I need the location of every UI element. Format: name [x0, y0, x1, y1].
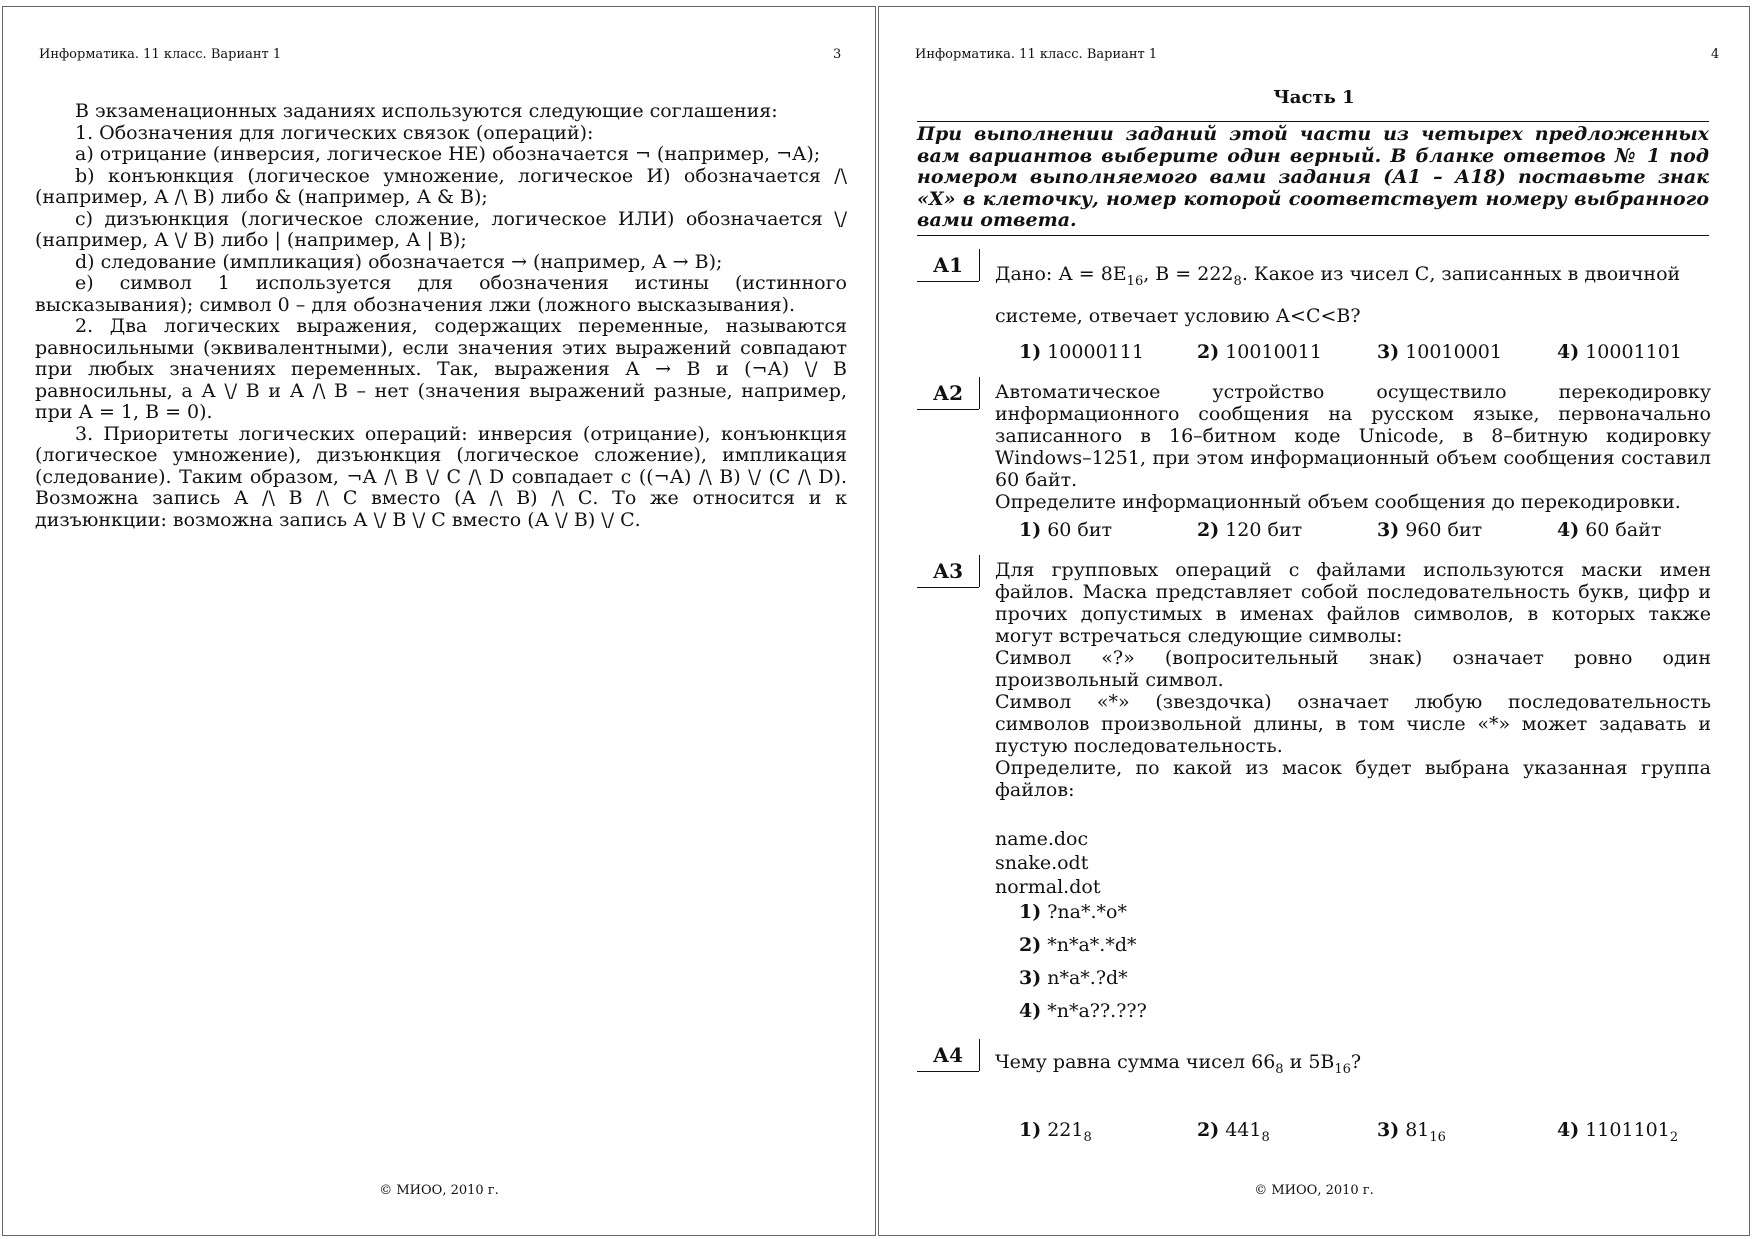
paragraph: e) символ 1 используется для обозначения истины (истинного высказывания); символ 0 – для обозначения лжи (ложного высказывания).: [35, 272, 847, 316]
file-name: normal.dot: [995, 876, 1101, 898]
question-text-a2: Автоматическое устройство осуществило перекодировку информационного сообщения на русском языке, первоначально записанного в 16–битном коде Unicode, в 8–битную кодировку Windows–1251, при этом информационный объем сообщения составил 60 байт. Определите информационный объем сообщения до перекодировки.: [995, 381, 1711, 513]
page-header: Информатика. 11 класс. Вариант 1: [39, 47, 282, 62]
question-label-a2: А2: [917, 381, 979, 410]
instructions: При выполнении заданий этой части из четырех предложенных вам вариантов выберите один верный. В бланке ответов № 1 под номером выполняемого вами задания (А1 – А18) поставьте знак «Х» в клеточку, номер которой соответствует номеру выбранного вами ответа.: [917, 121, 1709, 236]
answer-option[interactable]: 2) *n*a*.*d*: [1019, 934, 1137, 956]
question-text-a1: Дано: $А = 8Е_{16}$, $В = 222_8$. Какое из чисел С, записанных в двоичной: [995, 263, 1681, 289]
answer-option[interactable]: 1) $221_8$: [1019, 1119, 1092, 1145]
paragraph: d) следование (импликация) обозначается → (например, А → В);: [75, 250, 723, 273]
part-title: Часть 1: [1273, 87, 1355, 108]
paragraph: b) конъюнкция (логическое умножение, логическое И) обозначается /\ (например, А /\ В) либо & (например, А & В);: [35, 164, 847, 208]
question-label-a1: А1: [917, 253, 979, 282]
answer-option[interactable]: 2) 120 бит: [1197, 519, 1303, 541]
page-number: 3: [833, 47, 842, 62]
paragraph: 2. Два логических выражения, содержащих переменные, называются равносильными (эквивалентными), если значения этих выражений совпадают при любых значениях переменных. Так, выражения А → В и (¬А) \/ В равносильны, а А \/ В и А /\ В – нет (значения выражений разные, например, при А = 1, В = 0).: [35, 315, 847, 423]
paragraph: c) дизъюнкция (логическое сложение, логическое ИЛИ) обозначается \/ (например, А \/ В) либо | (например, А | В);: [35, 207, 847, 251]
page-3: [2, 6, 876, 1236]
paragraph: a) отрицание (инверсия, логическое НЕ) обозначается ¬ (например, ¬А);: [75, 143, 821, 165]
paragraph: В экзаменационных заданиях используются следующие соглашения:: [75, 100, 778, 122]
paragraph: 1. Обозначения для логических связок (операций):: [75, 121, 594, 144]
answer-option[interactable]: 4) 60 байт: [1557, 519, 1662, 541]
file-list: [995, 827, 1100, 899]
question-text-a3: Для групповых операций с файлами используются маски имен файлов. Маска представляет собой последовательность букв, цифр и прочих допустимых в именах файлов символов, в которых также могут встречаться следующие символы: Символ «?» (вопросительный знак) означает ровно один произвольный символ. Символ «*» (звездочка) означает любую последовательность символов произвольной длины, в том числе «*» может задавать и пустую последовательность. Определите, по какой из масок будет выбрана указанная группа файлов:: [995, 559, 1711, 801]
page-footer: © МИОО, 2010 г.: [1254, 1183, 1374, 1198]
answer-options-a3: [1019, 901, 1147, 1033]
answer-option[interactable]: 3) $81_{16}$: [1377, 1119, 1446, 1145]
answer-option[interactable]: 3) 10010001: [1377, 341, 1502, 363]
answer-option[interactable]: 1) 60 бит: [1019, 519, 1113, 541]
question-text-a4: Чему равна сумма чисел $66_8$ и $5В_{16}$?: [995, 1051, 1362, 1077]
answer-option[interactable]: 3) 960 бит: [1377, 519, 1483, 541]
question-label-a4: А4: [917, 1043, 979, 1072]
file-name: snake.odt: [995, 852, 1089, 874]
answer-option[interactable]: 1) ?na*.*o*: [1019, 901, 1127, 923]
conventions-text: [35, 101, 847, 531]
answer-option[interactable]: 4) $1101101_2$: [1557, 1119, 1679, 1145]
answer-option[interactable]: 2) 10010011: [1197, 341, 1322, 363]
file-name: name.doc: [995, 828, 1089, 850]
question-label-a3: А3: [917, 559, 979, 588]
page-number: 4: [1711, 47, 1720, 62]
answer-option[interactable]: 3) n*a*.?d*: [1019, 967, 1128, 989]
answer-option[interactable]: 2) $441_8$: [1197, 1119, 1270, 1145]
answer-option[interactable]: 4) 10001101: [1557, 341, 1682, 363]
answer-option[interactable]: 1) 10000111: [1019, 341, 1144, 363]
page-footer: © МИОО, 2010 г.: [379, 1183, 499, 1198]
answer-option[interactable]: 4) *n*a??.???: [1019, 1000, 1147, 1022]
page-4: [878, 6, 1750, 1236]
page-header: Информатика. 11 класс. Вариант 1: [915, 47, 1158, 62]
paragraph: 3. Приоритеты логических операций: инверсия (отрицание), конъюнкция (логическое умножение), дизъюнкция (логическое сложение), импликация (следование). Таким образом, ¬А /\ В \/ С /\ D совпадает с ((¬А) /\ В) \/ (С /\ D). Возможна запись А /\ В /\ С вместо (А /\ В) /\ С. То же относится и к дизъюнкции: возможна запись А \/ В \/ С вместо (А \/ В) \/ С.: [35, 422, 847, 531]
question-text-a1-line2: системе, отвечает условию А<C<B?: [995, 305, 1361, 327]
